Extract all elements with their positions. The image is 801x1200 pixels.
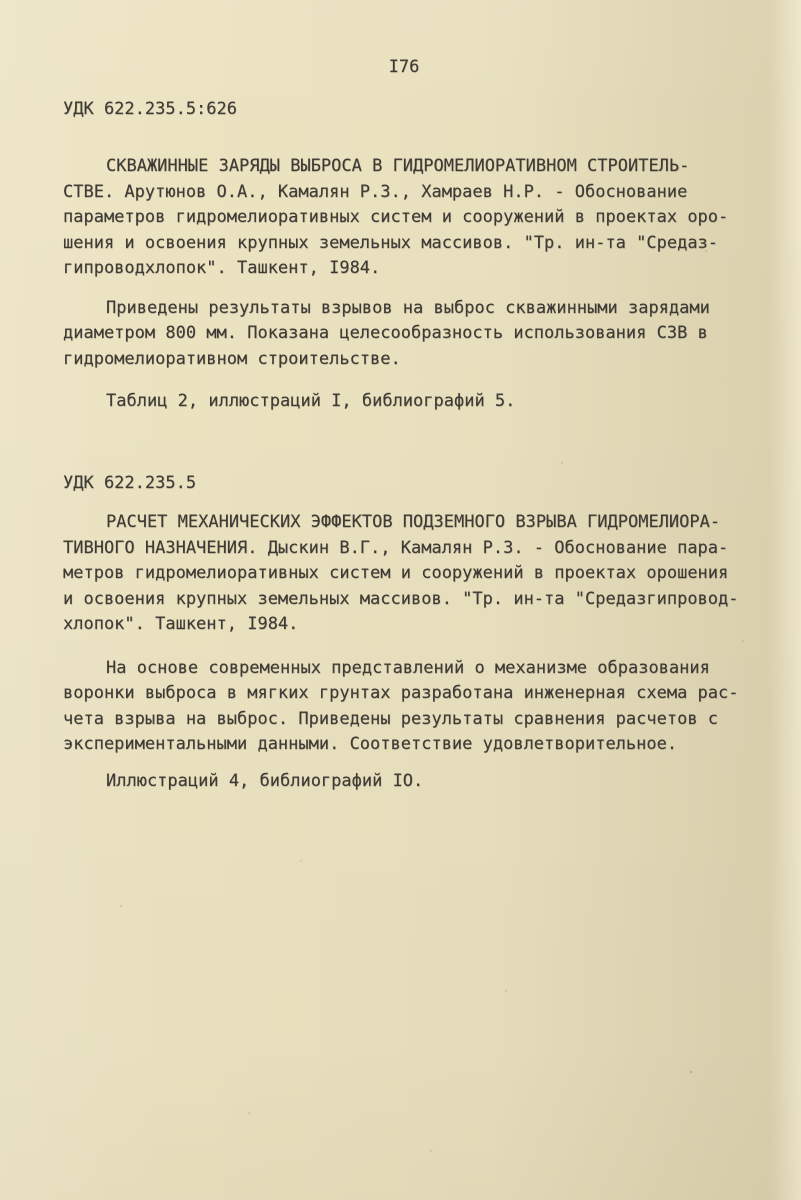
paper-specks xyxy=(0,0,2,2)
text-line: диаметром 800 мм. Показана целесообразность использования СЗВ в xyxy=(63,323,708,343)
abstract-entry-2 xyxy=(63,471,745,795)
text-line: гипроводхлопок". Ташкент, I984. xyxy=(63,258,381,278)
text-line: метров гидромелиоративных систем и сооружений в проектах орошения xyxy=(63,563,729,583)
text-line: чета взрыва на выброс. Приведены результаты сравнения расчетов с xyxy=(63,708,719,729)
text-line: и освоения крупных земельных массивов. "Тр. ин-та "Средазгипровод- xyxy=(63,588,739,609)
text-line: РАСЧЕТ МЕХАНИЧЕСКИХ ЭФФЕКТОВ ПОДЗЕМНОГО ВЗРЫВА ГИДРОМЕЛИОРА- xyxy=(106,512,721,532)
text-line: шения и освоения крупных земельных массивов. "Тр. ин-та "Средаз- xyxy=(63,232,719,253)
abstract-text-2 xyxy=(63,656,745,758)
text-line: параметров гидромелиоративных систем и сооружений в проектах оро- xyxy=(63,207,729,227)
text-line: ТИВНОГО НАЗНАЧЕНИЯ. Дыскин В.Г., Камалян Р.З. - Обоснование пара- xyxy=(63,537,729,558)
reference-citation-1 xyxy=(63,154,745,282)
text-line: СКВАЖИННЫЕ ЗАРЯДЫ ВЫБРОСА В ГИДРОМЕЛИОРАТИВНОМ СТРОИТЕЛЬ- xyxy=(106,156,690,176)
udc-code-1: УДК 622.235.5:626 xyxy=(63,98,237,119)
text-line: На основе современных представлений о механизме образования xyxy=(106,657,710,678)
illustrations-bibliography-count-1: Таблиц 2, иллюстраций I, библиографий 5. xyxy=(106,391,516,411)
page-number: I76 xyxy=(388,57,420,77)
text-line: СТВЕ. Арутюнов О.А., Камалян Р.З., Хамраев Н.Р. - Обоснование xyxy=(63,181,688,202)
abstract-entry-1 xyxy=(63,97,745,415)
text-line: воронки выброса в мягких грунтах разработана инженерная схема рас- xyxy=(63,683,739,703)
illustrations-bibliography-count-2: Иллюстраций 4, библиографий IO. xyxy=(106,770,424,791)
abstract-text-1 xyxy=(63,296,745,373)
reference-citation-2 xyxy=(63,510,745,638)
text-line: гидромелиоративном строительстве. xyxy=(63,348,401,369)
text-line: Приведены результаты взрывов на выброс скважинными зарядами xyxy=(106,297,710,318)
text-line: хлопок". Ташкент, I984. xyxy=(63,614,299,634)
udc-code-2: УДК 622.235.5 xyxy=(63,472,197,493)
text-line: экспериментальными данными. Соответствие удовлетворительное. xyxy=(63,734,678,754)
